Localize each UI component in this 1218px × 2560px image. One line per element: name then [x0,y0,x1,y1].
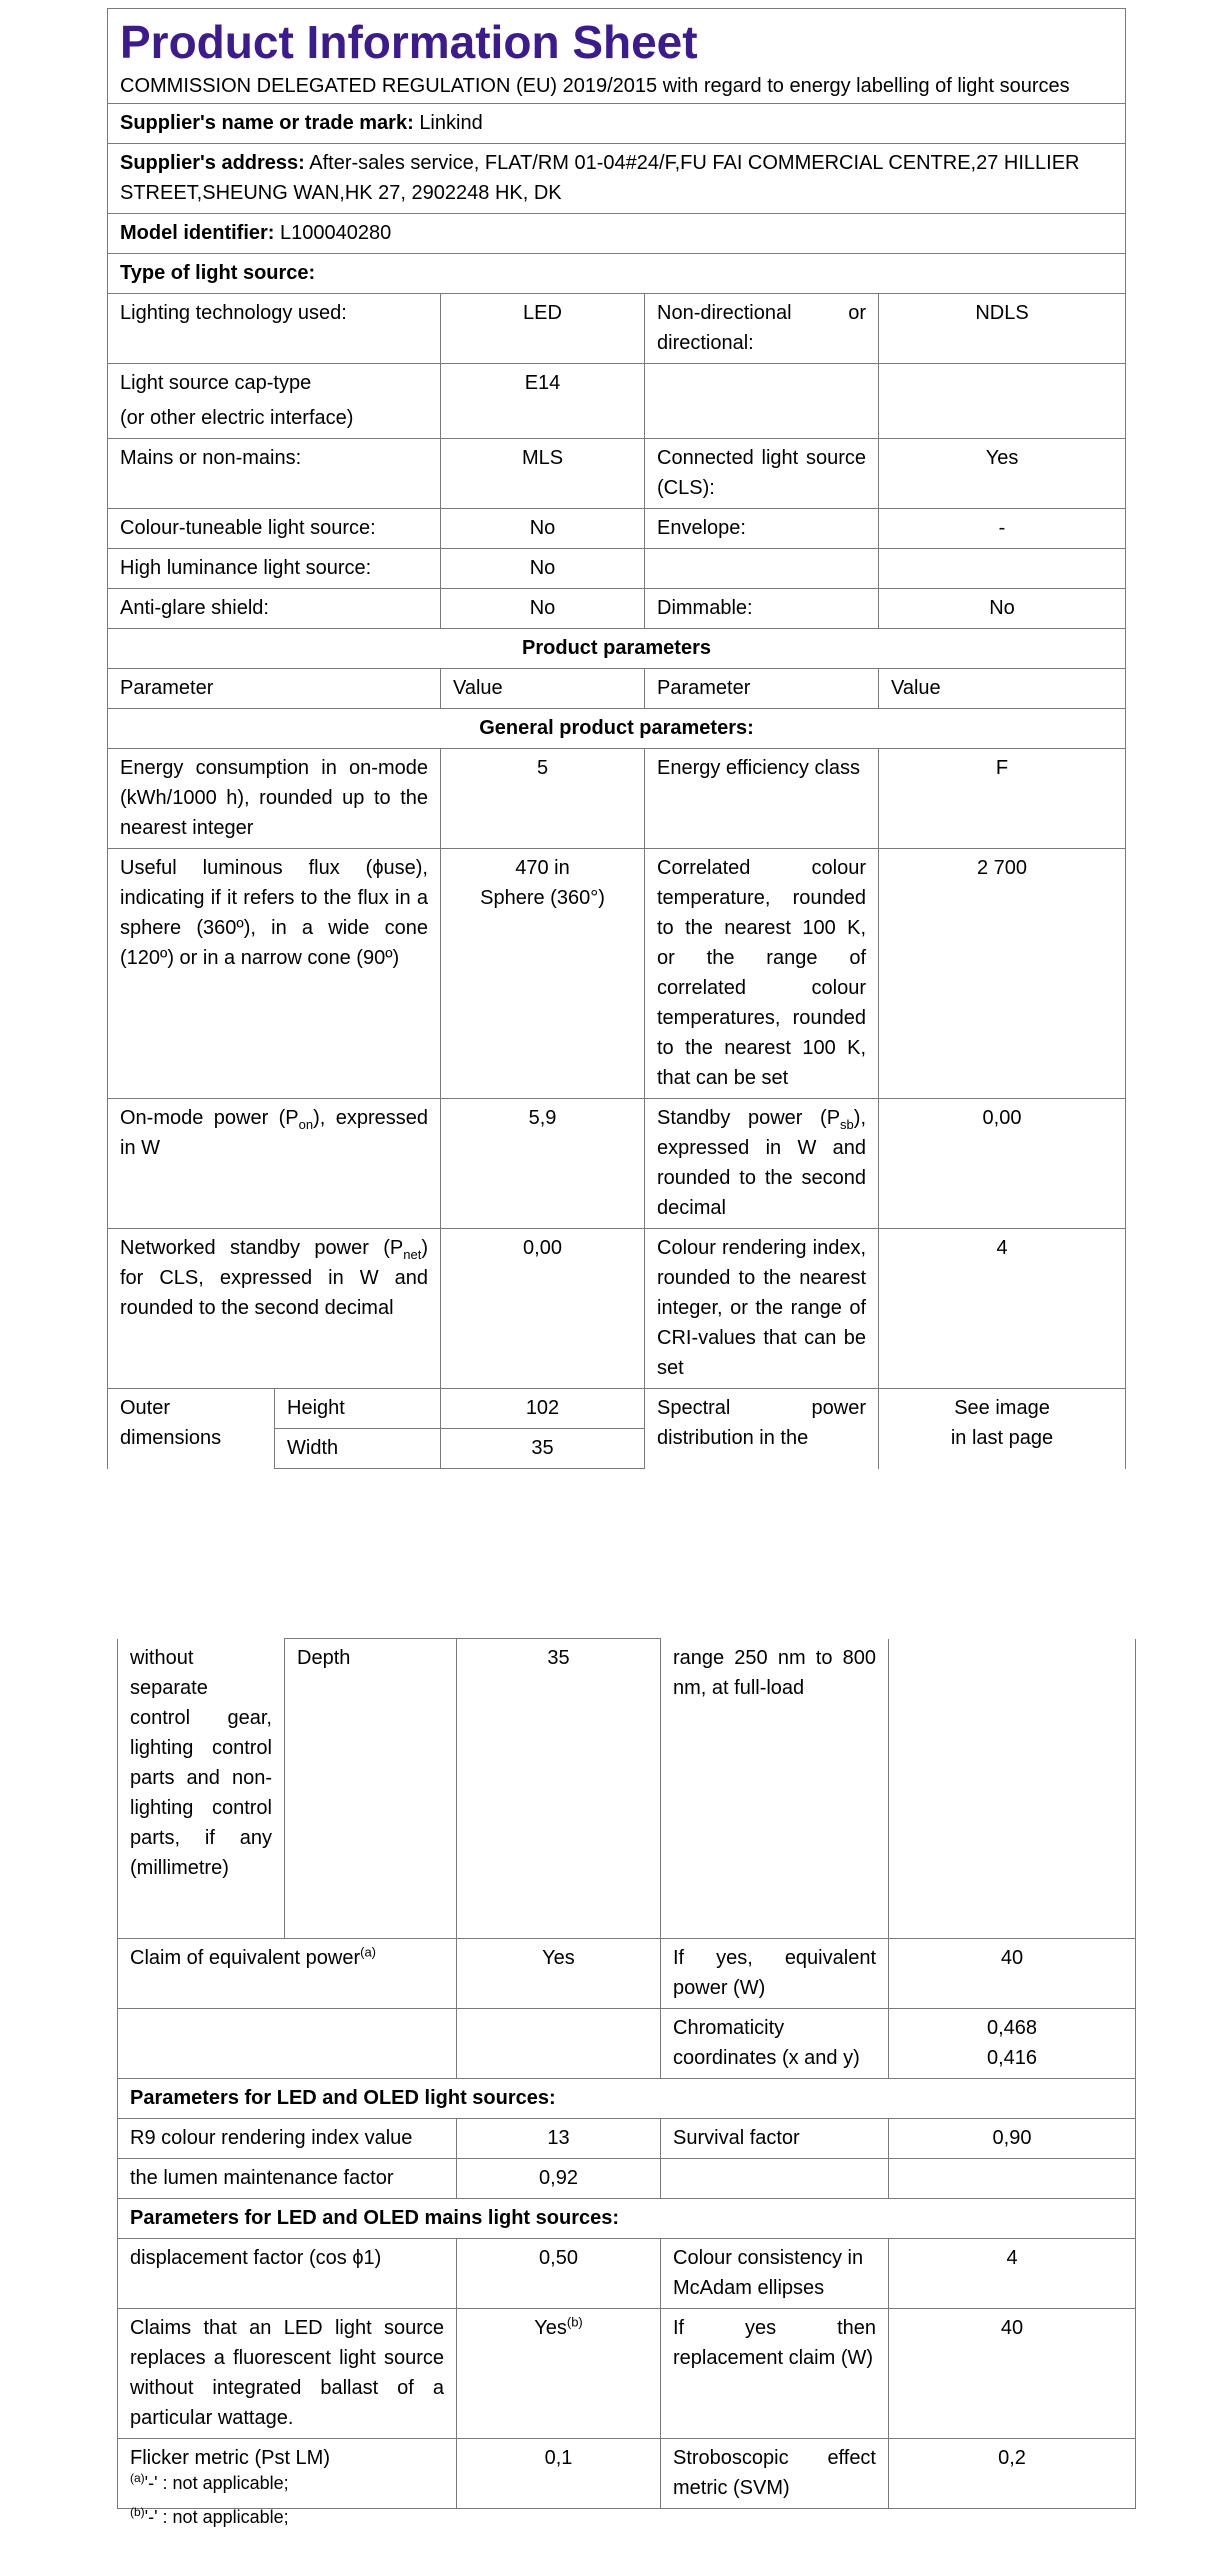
supplier-address-label: Supplier's address: [120,152,305,174]
width-value: 35 [441,1429,645,1469]
product-params-heading: Product parameters [108,629,1126,669]
cap-label-line-2: (or other electric interface) [120,407,354,429]
survival-value: 0,90 [889,2118,1136,2158]
standby-value: 0,00 [879,1099,1126,1229]
stroboscopic-value: 0,2 [889,2438,1136,2508]
model-row [108,214,1126,254]
stroboscopic-label: Stroboscopic effect metric (SVM) [661,2438,889,2508]
displacement-label: displacement factor (cos ϕ1) [118,2238,457,2308]
energy-value: 5 [441,749,645,849]
led-heading-row [118,2078,1136,2118]
efficiency-value: F [879,749,1126,849]
sheet-page-2 [117,1638,1135,2509]
spd-value-line-1: See image [954,1397,1050,1419]
supplier-address-row [108,144,1126,214]
colour-tune-label: Colour-tuneable light source: [108,509,441,549]
mains-row [108,439,1126,509]
anti-glare-value: No [441,589,645,629]
onmode-row [108,1099,1126,1229]
spd-label: Spectral power distribution in the [645,1389,879,1469]
onmode-value: 5,9 [441,1099,645,1229]
height-row [108,1389,1126,1429]
info-table-part-1 [107,8,1126,1469]
model-label: Model identifier: [120,222,275,244]
footnote-b: $^{(b)}$'-' : not applicable; [130,2505,289,2527]
footnote-a: $^{(a)}$'-' : not applicable; [130,2471,289,2493]
cls-value: Yes [879,439,1126,509]
regulation-text: COMMISSION DELEGATED REGULATION (EU) 2019/2015 with regard to energy labelling of light sources [120,75,1070,97]
energy-row [108,749,1126,849]
column-header-row [108,669,1126,709]
dimmable-value: No [879,589,1126,629]
led-mains-heading-row [118,2198,1136,2238]
title-cell [108,9,1126,104]
depth-row [118,1639,1136,1939]
cap-row [108,364,1126,439]
outer-dimensions-label: Outer dimensions [108,1389,275,1469]
flicker-value: 0,1 [457,2438,661,2508]
col-value-1: Value [441,669,645,709]
dimmable-label: Dimmable: [645,589,879,629]
equivalent-watt-label: If yes, equivalent power (W) [661,1938,889,2008]
spd-value-line-2: in last page [950,1427,1054,1449]
r9-label: R9 colour rendering index value [118,2118,457,2158]
chromaticity-x: 0,468 [986,2016,1038,2039]
flux-row [108,849,1126,1099]
spd-label-cont: range 250 nm to 800 nm, at full-load [661,1639,889,1939]
type-heading: Type of light source: [108,254,1126,294]
consistency-value: 4 [889,2238,1136,2308]
lumen-label: the lumen maintenance factor [118,2158,457,2198]
height-label: Height [275,1389,441,1429]
flux-value-line-2: Sphere (360°) [480,887,605,909]
lumen-value: 0,92 [457,2158,661,2198]
equivalent-power-value: Yes [457,1938,661,2008]
high-lum-row [108,549,1126,589]
replacement-value: 40 [889,2308,1136,2438]
width-label: Width [275,1429,441,1469]
supplier-name-value: Linkind [419,112,483,134]
claims-row [118,2308,1136,2438]
height-value: 102 [441,1389,645,1429]
tech-row [108,294,1126,364]
title-row [108,9,1126,104]
type-heading-row [108,254,1126,294]
colour-tune-value: No [441,509,645,549]
envelope-label: Envelope: [645,509,879,549]
energy-label: Energy consumption in on-mode (kWh/1000 h), rounded up to the nearest integer [108,749,441,849]
product-params-heading-row [108,629,1126,669]
high-lum-label: High luminance light source: [108,549,441,589]
cls-label: Connected light source (CLS): [645,439,879,509]
footnotes [130,2466,289,2534]
r9-row [118,2118,1136,2158]
networked-standby-label: Networked standby power $(P_{net})$ for CLS, expressed in W and rounded to the second decimal [108,1229,441,1389]
col-parameter-2: Parameter [645,669,879,709]
chromaticity-row [118,2008,1136,2078]
cri-label: Colour rendering index, rounded to the nearest integer, or the range of CRI-values that can be set [645,1229,879,1389]
chromaticity-y: 0,416 [986,2046,1038,2069]
consistency-label: Colour consistency in McAdam ellipses [661,2238,889,2308]
flicker-label: Flicker metric (Pst LM) [118,2438,457,2508]
general-heading-row [108,709,1126,749]
displacement-row [118,2238,1136,2308]
directional-label: Non-directional or directional: [645,294,879,364]
tech-label: Lighting technology used: [108,294,441,364]
displacement-value: 0,50 [457,2238,661,2308]
outer-dimensions-label-cont: without separate control gear, lighting control parts and non-lighting control parts, if any (millimetre) [118,1639,285,1939]
survival-label: Survival factor [661,2118,889,2158]
supplier-address-value: After-sales service, FLAT/RM 01-04#24/F,FU FAI COMMERCIAL CENTRE,27 HILLIER STREET,SHEUNG WAN,HK 27, 2902248 HK, DK [120,152,1080,204]
equivalent-power-row [118,1938,1136,2008]
sheet-page-1 [107,8,1125,1469]
onmode-label: On-mode power $(P_{on})$, expressed in W [108,1099,441,1229]
envelope-value: - [879,509,1126,549]
mains-label: Mains or non-mains: [108,439,441,509]
depth-label: Depth [285,1639,457,1939]
cct-value: 2 700 [879,849,1126,1099]
tech-value: LED [441,294,645,364]
anti-glare-label: Anti-glare shield: [108,589,441,629]
anti-glare-row [108,589,1126,629]
flux-value-line-1: 470 in [515,857,570,879]
equivalent-watt-value: 40 [889,1938,1136,2008]
col-value-2: Value [879,669,1126,709]
cap-value: E14 [441,364,645,439]
networked-standby-value: 0,00 [441,1229,645,1389]
cri-value: 4 [879,1229,1126,1389]
r9-value: 13 [457,2118,661,2158]
depth-value: 35 [457,1639,661,1939]
col-parameter-1: Parameter [108,669,441,709]
general-heading: General product parameters: [108,709,1126,749]
model-value: L100040280 [280,222,392,244]
claims-label: Claims that an LED light source replaces a fluorescent light source without integrated ballast of a particular wattage. [118,2308,457,2438]
directional-value: NDLS [879,294,1126,364]
cct-label: Correlated colour temperature, rounded to the nearest 100 K, or the range of correlated colour temperatures, rounded to the nearest 100 K, that can be set [645,849,879,1099]
networked-standby-row [108,1229,1126,1389]
chromaticity-label: Chromaticity coordinates (x and y) [661,2008,889,2078]
high-lum-value: No [441,549,645,589]
colour-tune-row [108,509,1126,549]
led-heading: Parameters for LED and OLED light sources: [118,2078,1136,2118]
mains-value: MLS [441,439,645,509]
page-title: Product Information Sheet [120,16,698,68]
led-mains-heading: Parameters for LED and OLED mains light sources: [118,2198,1136,2238]
info-table-part-2 [117,1638,1136,2509]
efficiency-label: Energy efficiency class [645,749,879,849]
lumen-row [118,2158,1136,2198]
equivalent-power-label: Claim of equivalent power$^{(a)}$ [118,1938,457,2008]
claims-value: Yes$^{(b)}$ [457,2308,661,2438]
supplier-name-row [108,104,1126,144]
replacement-label: If yes then replacement claim (W) [661,2308,889,2438]
flux-label: Useful luminous flux (ϕuse), indicating if it refers to the flux in a sphere (360º), in a wide cone (120º) or in a narrow cone (90º) [108,849,441,1099]
standby-label: Standby power $(P_{sb})$, expressed in W and rounded to the second decimal [645,1099,879,1229]
cap-label-line-1: Light source cap-type [120,372,312,394]
supplier-name-label: Supplier's name or trade mark: [120,112,414,134]
